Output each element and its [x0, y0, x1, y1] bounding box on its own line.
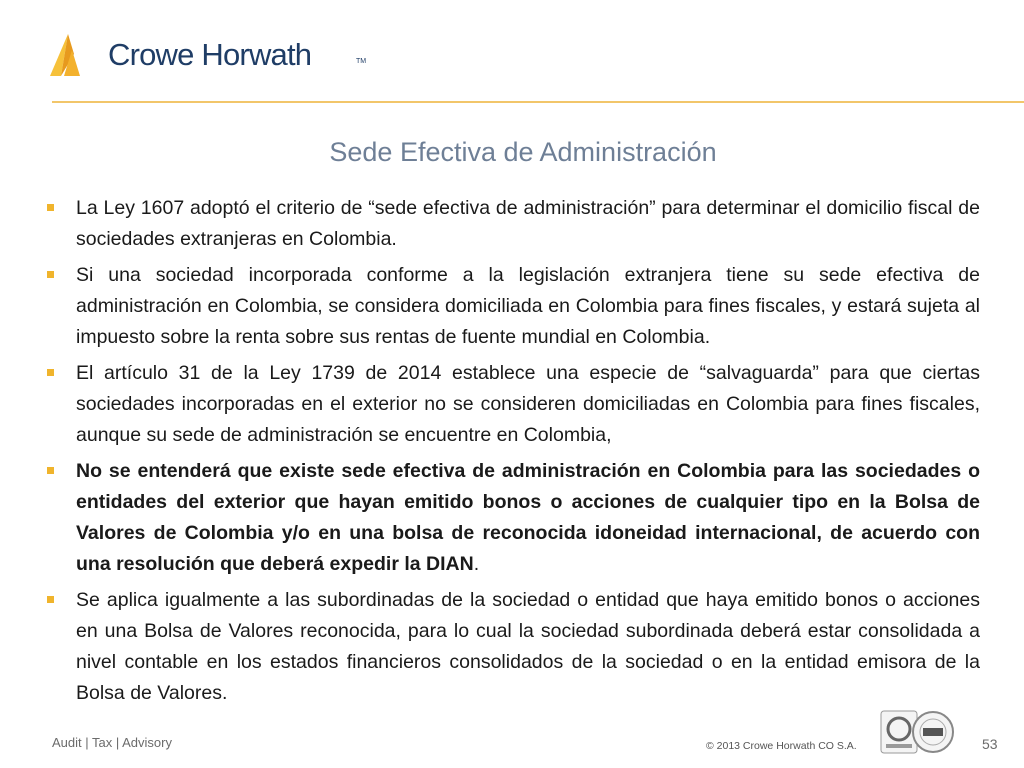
bullet-item: [45, 585, 980, 709]
page-number: 53: [982, 736, 998, 752]
header-divider: [52, 101, 1024, 103]
bullet-item: [45, 193, 980, 255]
bullet-text-bold: No se entenderá que existe sede efectiva de administración en Colombia para las sociedades o entidades del exterior que hayan emitido bonos o acciones de cualquier tipo en la Bolsa de Valores de Colombia y/o en una bolsa de reconocida idoneidad internacional, de acuerdo con una resolución que deberá expedir la DIAN: [76, 460, 980, 575]
iqnet-certification-badge-icon: [911, 710, 955, 754]
bullet-text: La Ley 1607 adoptó el criterio de “sede efectiva de administración” para determinar el domicilio fiscal de sociedades extranjeras en Colombia.: [76, 197, 980, 250]
footer-copyright: © 2013 Crowe Horwath CO S.A.: [706, 740, 857, 752]
square-bullet-icon: [47, 467, 54, 474]
crowe-horwath-logo-mark: [50, 32, 102, 78]
bullet-item: [45, 358, 980, 451]
square-bullet-icon: [47, 271, 54, 278]
bullet-text: El artículo 31 de la Ley 1739 de 2014 establece una especie de “salvaguarda” para que ciertas sociedades incorporadas en el exterior no se consideren domiciliadas en Colombia para fines fiscales, aunque su sede de administración se encuentre en Colombia,: [76, 362, 980, 446]
bullet-text: Se aplica igualmente a las subordinadas de la sociedad o entidad que haya emitido bonos o acciones en una Bolsa de Valores reconocida, para lo cual la sociedad subordinada deberá estar consolidada a nivel contable en los estados financieros consolidados de la sociedad o en la entidad emisora de la Bolsa de Valores.: [76, 589, 980, 704]
bullet-text: Si una sociedad incorporada conforme a la legislación extranjera tiene su sede efectiva de administración en Colombia, se considera domiciliada en Colombia para fines fiscales, y estará sujeta al impuesto sobre la renta sobre sus rentas de fuente mundial en Colombia.: [76, 264, 980, 348]
footer-services: Audit | Tax | Advisory: [52, 735, 172, 750]
square-bullet-icon: [47, 204, 54, 211]
bullet-text-tail: .: [473, 553, 480, 575]
square-bullet-icon: [47, 596, 54, 603]
brand-name: Crowe Horwath: [108, 37, 312, 72]
bullet-item: [45, 260, 980, 353]
square-bullet-icon: [47, 369, 54, 376]
page-title: Sede Efectiva de Administración: [329, 137, 717, 167]
brand-trademark: TM: [356, 58, 367, 65]
bullet-item: [45, 456, 980, 580]
bullet-list: [45, 193, 980, 714]
